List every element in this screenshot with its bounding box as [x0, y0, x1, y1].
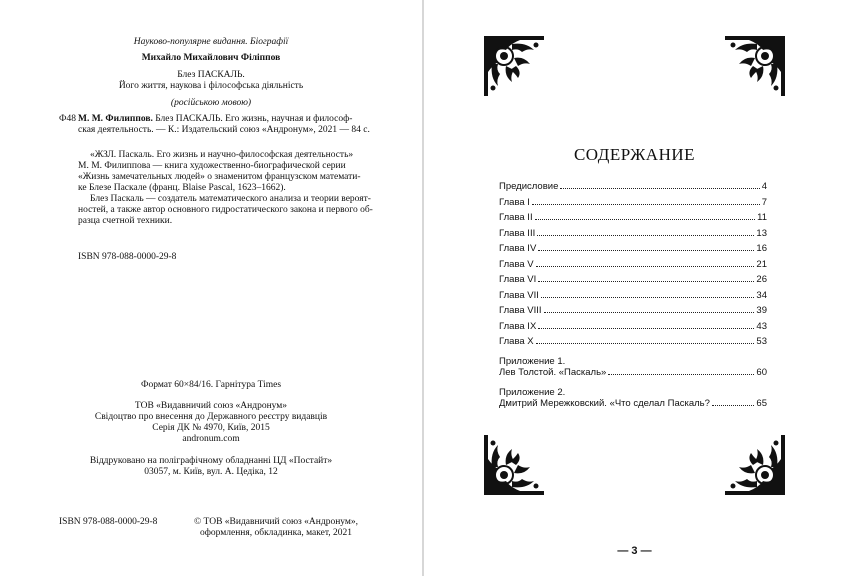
- corner-ornament-icon: [725, 36, 785, 96]
- annotation-line: М. М. Филиппова — книга художественно-биографической серии: [78, 161, 346, 171]
- format-line: Формат 60×84/16. Гарнітура Times: [140, 380, 282, 390]
- toc-entry-label: Глава I: [499, 196, 530, 208]
- corner-ornament-icon: [484, 435, 544, 495]
- toc-title: СОДЕРЖАНИЕ: [573, 145, 696, 164]
- toc-entry-label: Глава X: [499, 336, 534, 347]
- toc-entry-page: 39: [756, 305, 767, 316]
- toc-entry-label: Глава VIII: [499, 305, 542, 316]
- contents-page: [424, 0, 845, 576]
- toc-leader: [536, 343, 755, 344]
- copyright-line: © ТОВ «Видавничий союз «Андронум»,: [193, 517, 359, 527]
- publisher-line: ТОВ «Видавничий союз «Андронум»: [134, 401, 288, 411]
- author-name: Михайло Михайлович Філіппов: [141, 53, 281, 63]
- annotation-line: «ЖЗЛ. Паскаль. Его жизнь и научно-философская деятельность»: [90, 150, 354, 160]
- table-of-contents: [499, 181, 767, 414]
- toc-entry[interactable]: [499, 212, 767, 228]
- toc-entry-page: 53: [756, 336, 767, 347]
- toc-entry[interactable]: [499, 197, 767, 213]
- isbn-bottom: ISBN 978-088-0000-29-8: [59, 517, 158, 527]
- toc-leader: [541, 297, 755, 298]
- toc-entry[interactable]: [499, 259, 767, 275]
- toc-entry-page: 34: [756, 289, 767, 301]
- toc-entry[interactable]: [499, 228, 767, 244]
- publisher-line: Свідоцтво про внесення до Державного реєстру видавців: [94, 412, 328, 422]
- publisher-line: Серія ДК № 4970, Київ, 2015: [152, 423, 270, 433]
- toc-entry[interactable]: [499, 274, 767, 290]
- toc-entry-label: Лев Толстой. «Паскаль»: [499, 366, 607, 378]
- printer-line: 03057, м. Київ, вул. А. Цедіка, 12: [144, 467, 278, 477]
- annotation-line: разца счетной техники.: [78, 216, 173, 226]
- toc-entry-page: 26: [756, 274, 767, 285]
- toc-leader: [532, 204, 760, 205]
- corner-ornament-icon: [484, 36, 544, 96]
- toc-entry-page: 16: [756, 243, 767, 254]
- book-subtitle: Його життя, наукова і філософська діяльність: [118, 81, 304, 91]
- catalog-title: Блез ПАСКАЛЬ. Его жизнь, научная и философ-: [155, 114, 353, 124]
- toc-entry: [499, 398, 767, 414]
- toc-entry-page: 13: [756, 227, 767, 239]
- toc-entry[interactable]: [499, 336, 767, 352]
- isbn-top: ISBN 978-088-0000-29-8: [78, 252, 177, 262]
- copyright-block: [186, 517, 366, 539]
- corner-ornament-icon: [725, 435, 785, 495]
- book-title: Блез ПАСКАЛЬ.: [177, 70, 245, 80]
- appendix-heading: Приложение 1.: [499, 355, 566, 367]
- toc-entry[interactable]: [499, 243, 767, 259]
- annotation-line: Блез Паскаль — создатель математического анализа и теории вероят-: [90, 194, 371, 204]
- toc-entry-label: Глава VII: [499, 289, 539, 301]
- publisher-block: [0, 401, 422, 445]
- toc-entry-page: 4: [761, 181, 767, 192]
- toc-entry-page: 65: [756, 398, 767, 409]
- annotation-line: ностей, а также автор основного гидростатического закона и первого об-: [78, 205, 373, 215]
- appendix-heading: Приложение 2.: [499, 387, 566, 398]
- toc-entry[interactable]: [499, 321, 767, 337]
- toc-leader: [608, 374, 754, 375]
- toc-entry-label: Глава V: [499, 258, 534, 270]
- imprint-page: [0, 0, 422, 576]
- catalog-author: М. М. Филиппов.: [78, 114, 153, 124]
- toc-entry-page: 43: [756, 320, 767, 332]
- catalog-entry-line2: ская деятельность. — К.: Издательский союз «Андронум», 2021 — 84 с.: [78, 125, 370, 135]
- catalog-entry-line1: [78, 114, 368, 125]
- toc-leader: [544, 312, 755, 313]
- toc-entry-label: Глава IV: [499, 243, 537, 254]
- toc-leader: [538, 328, 754, 329]
- toc-appendix-1[interactable]: [499, 356, 767, 383]
- toc-entry-label: Глава IX: [499, 320, 537, 332]
- toc-entry-label: Глава VI: [499, 274, 537, 285]
- toc-leader: [538, 281, 754, 282]
- toc-entry-page: 11: [757, 212, 767, 223]
- toc-leader: [712, 405, 755, 406]
- toc-entry[interactable]: [499, 181, 767, 197]
- copyright-line: оформлення, обкладинка, макет, 2021: [199, 528, 353, 538]
- toc-entry-page: 21: [756, 258, 767, 270]
- printer-line: Віддруковано на поліграфічному обладнанні ЦД «Постайт»: [89, 456, 333, 466]
- toc-entry-label: Дмитрий Мережковский. «Что сделал Паскаль?: [499, 398, 710, 409]
- annotation: [78, 150, 373, 227]
- language-note: (російською мовою): [170, 98, 252, 108]
- toc-entry: [499, 367, 767, 383]
- toc-entry-page: 60: [756, 366, 767, 378]
- toc-leader: [537, 235, 754, 236]
- annotation-line: ке Блезе Паскале (франц. Blaise Pascal, 1623–1662).: [78, 183, 286, 193]
- toc-leader: [536, 266, 755, 267]
- annotation-line: «Жизнь замечательных людей» о знаменитом французском математи-: [78, 172, 361, 182]
- toc-leader: [560, 188, 759, 189]
- toc-leader: [538, 250, 754, 251]
- genre-line: Науково-популярне видання. Біографії: [133, 37, 289, 47]
- publisher-line: andronum.com: [182, 434, 240, 444]
- toc-leader: [535, 219, 756, 220]
- catalog-code: Ф48: [59, 114, 77, 124]
- toc-entry-page: 7: [761, 196, 767, 208]
- page-number: — 3 —: [617, 545, 652, 557]
- toc-entry[interactable]: [499, 305, 767, 321]
- toc-entry[interactable]: [499, 290, 767, 306]
- toc-entry-label: Глава II: [499, 212, 533, 223]
- toc-appendix-2[interactable]: [499, 387, 767, 414]
- toc-entry-label: Глава III: [499, 227, 536, 239]
- toc-entry-label: Предисловие: [499, 181, 559, 192]
- printer-block: [0, 456, 422, 478]
